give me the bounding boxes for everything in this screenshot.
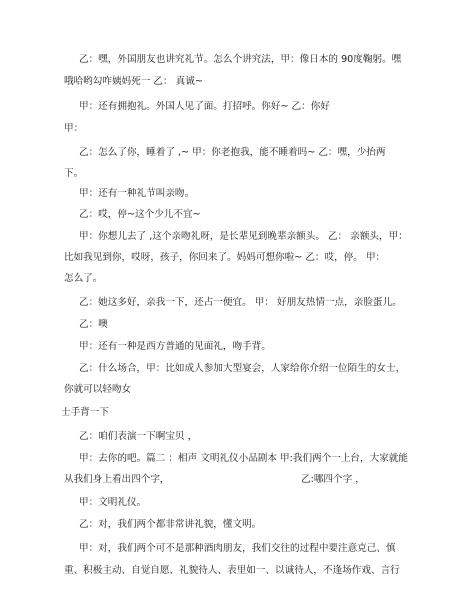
text-line: 甲：还有一种是西方普通的见面礼，吻手背。 xyxy=(79,341,271,352)
text-line: 乙：哎，停~这个少儿不宜~ xyxy=(79,209,201,220)
text-line: 乙：她这多好，亲我一下，还占一便宜。 甲： 好朋友热情一点，亲脸蛋儿。 xyxy=(79,297,402,308)
text-line: 乙：怎么了你，睡着了 ,~ 甲：你老抱我，能不睡着吗~ 乙：嘿，少抬两 xyxy=(79,147,386,158)
text-line: 比如我见到你，哎呀，孩子，你回来了。妈妈可想你啦~ 乙：哎，停。 甲： xyxy=(64,252,386,263)
text-line: 从我们身上看出四个字， xyxy=(64,474,170,485)
text-line: 甲：对，我们两个可不是那种酒肉朋友，我们交往的过程中要注意克己、慎 xyxy=(79,543,396,554)
text-line: 甲：文明礼仪。 xyxy=(79,497,147,508)
text-line: 士手背一下 xyxy=(61,407,109,418)
text-line: 甲： xyxy=(64,123,84,134)
text-line: 乙：噢 xyxy=(79,319,108,330)
text-line: 甲：去你的吧。篇二 ：相声 文明礼仪小品剧本 甲:我们两个一上台，大家就能 xyxy=(79,453,408,464)
text-line: 甲：还有一种礼节叫亲吻。 xyxy=(79,188,195,199)
text-line: 哦哈哟勾咋姨妈死一 乙： 真诚~ xyxy=(64,76,203,87)
text-line: 重、积极主动、自觉自愿、礼貌待人、表里如一、以诚待人，不逢场作戏、言行 xyxy=(64,565,400,576)
text-line: 乙：咱们表演一下啊宝贝 ， xyxy=(79,431,198,442)
text-line: 乙：什么场合，甲：比如成人参加大型宴会，人家给你介绍一位陌生的女士， xyxy=(79,363,406,374)
text-line: 乙：对，我们两个都非常讲礼貌，懂文明。 xyxy=(79,519,262,530)
text-line: 乙：嘿，外国朋友也讲究礼节。怎么个讲究法，甲：像日本的 90度鞠躬。嘿 xyxy=(79,54,402,65)
text-line: 乙:哪四个字 ， xyxy=(301,474,365,485)
text-line: 下。 xyxy=(64,168,84,179)
text-line: 怎么了。 xyxy=(64,273,103,284)
text-line: 你就可以轻吻女 xyxy=(64,384,132,395)
text-line: 甲：你想儿去了 ,这个亲吻礼呀，是长辈见到晚辈亲额头。 乙： 亲额头，甲： xyxy=(79,231,408,242)
text-line: 甲：还有拥抱礼。外国人见了面。打招呼。你好~ 乙：你好 xyxy=(79,101,330,112)
